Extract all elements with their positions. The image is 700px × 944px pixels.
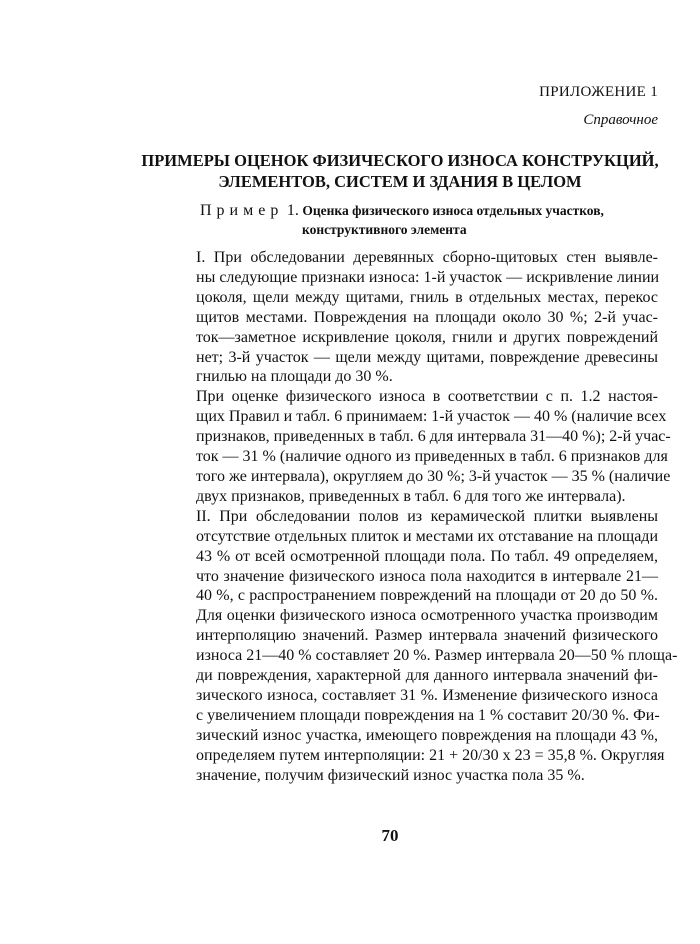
text-line: При оценке физического износа в соответствии с п. 1.2 настоя- [196,388,658,406]
title-line: ЭЛЕМЕНТОВ, СИСТЕМ И ЗДАНИЯ В ЦЕЛОМ [218,172,582,191]
text-line: ток—заметное искривление цоколя, гнили и других повреждений [196,328,658,346]
document-title [140,150,660,192]
text-line: зического износа, составляет 31 %. Изменение физического износа [196,686,658,704]
text-line: цоколя, щели между щитами, гниль в отдельных местах, перекос [196,288,658,306]
text-line: износа 21—40 % составляет 20 %. Размер интервала 20—50 % площа- [196,647,678,665]
text-line: ны следующие признаки износа: 1-й участок — искривление линии [196,268,660,286]
text-line: значение, получим физический износ участка пола 35 %. [196,766,585,784]
text-line: Для оценки физического износа осмотренного участка производим [196,607,658,625]
text-line: 40 %, с распространением повреждений на площади от 20 до 50 %. [196,587,658,605]
text-line: зический износ участка, имеющего повреждения на площади 43 %, [196,726,658,744]
example-heading [200,202,660,239]
text-line: двух признаков, приведенных в табл. 6 для того же интервала). [196,487,626,505]
paragraph [172,387,671,506]
text-line: I. При обследовании деревянных сборно-щитовых стен выявле- [196,249,658,266]
text-line: II. При обследовании полов из керамической плитки выявлены [196,507,658,525]
text-line: ток — 31 % (наличие одного из приведенных в табл. 6 признаков для [196,448,668,466]
text-line: ди повреждения, характерной для данного интервала значений фи- [196,667,658,685]
text-line: интерполяцию значений. Размер интервала значений физического [196,627,658,645]
text-line: щитов местами. Повреждения на площади около 30 %; 2-й учас- [196,308,658,326]
text-line: щих Правил и табл. 6 принимаем: 1-й участок — 40 % (наличие всех [196,408,667,426]
paragraph [172,507,678,786]
text-line: определяем путем интерполяции: 21 + 20/30 х 23 = 35,8 %. Округляя [196,746,665,764]
example-caption: конструктивного элемента [302,222,467,237]
text-line: нет; 3-й участок — щели между щитами, повреждение древесины [196,348,658,366]
text-line: что значение физического износа пола находится в интервале 21— [196,567,658,585]
text-line: гнилью на площади до 30 %. [196,368,393,386]
reference-label: Справочное [583,112,658,128]
page-number: 70 [381,826,399,845]
body-text [172,248,678,785]
text-line: того же интервала), округляем до 30 %; 3-й участок — 35 % (наличие [196,467,671,485]
example-number: 1. [286,202,299,219]
text-line: отсутствие отдельных плиток и местами их отставание на площади [196,527,658,545]
text-line: 43 % от всей осмотренной площади пола. По табл. 49 определяем, [196,547,658,565]
appendix-heading: ПРИЛОЖЕНИЕ 1 [539,84,658,100]
example-word: Пример [200,202,284,219]
text-line: признаков, приведенных в табл. 6 для интервала 31—40 %); 2-й учас- [196,428,671,446]
example-caption: Оценка физического износа отдельных участков, [302,203,604,218]
title-line: ПРИМЕРЫ ОЦЕНОК ФИЗИЧЕСКОГО ИЗНОСА КОНСТРУКЦИЙ, [141,151,659,170]
paragraph [172,248,658,387]
text-line: с увеличением площади повреждения на 1 % составит 20/30 %. Фи- [196,706,660,724]
